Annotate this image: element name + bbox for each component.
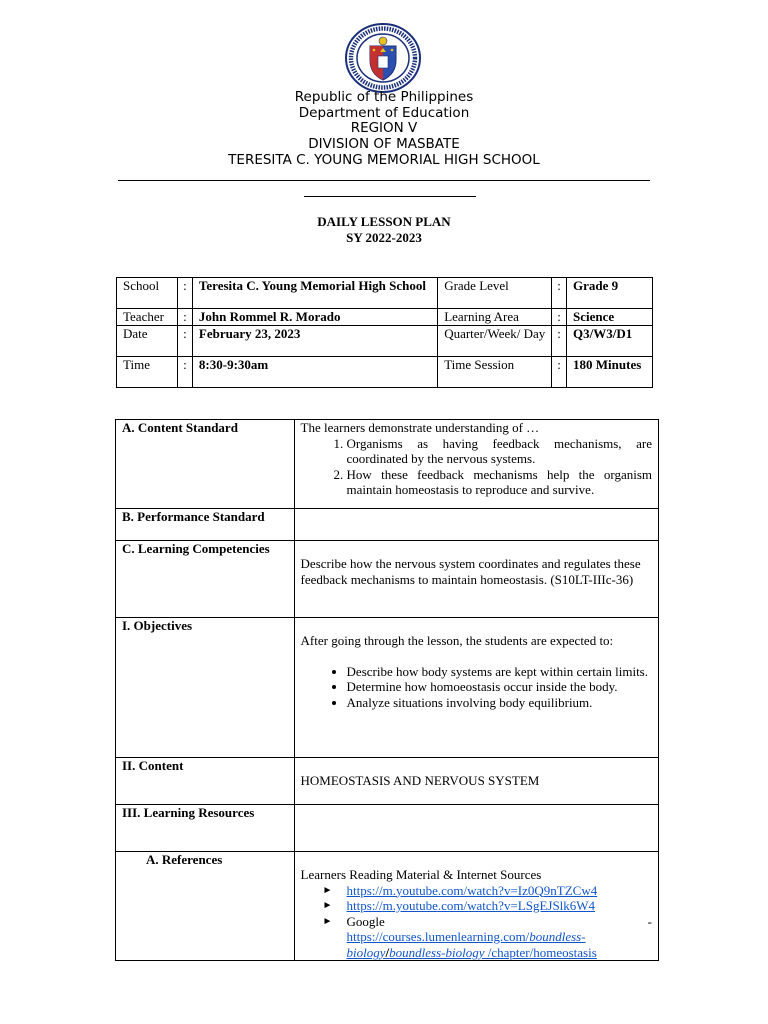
references-row — [116, 852, 659, 961]
info-row-date — [117, 325, 653, 356]
school-year: SY 2022-2023 — [346, 230, 422, 245]
header-divider — [118, 180, 650, 181]
header-department: Department of Education — [298, 105, 470, 121]
content-row — [116, 758, 659, 805]
header-republic: Republic of the Philippines — [294, 89, 474, 105]
session-value: 180 Minutes — [567, 356, 653, 387]
reference-link-youtube-2[interactable]: https://m.youtube.com/watch?v=LSgEJSlk6W4 — [346, 898, 596, 913]
content-text: HOMEOSTASIS AND NERVOUS SYSTEM — [300, 773, 540, 788]
objectives-list — [301, 664, 652, 711]
grade-value: Grade 9 — [567, 278, 653, 309]
objectives-label: I. Objectives — [116, 618, 295, 758]
link-part: boundless-biology — [389, 944, 485, 960]
resources-row — [116, 805, 659, 852]
colon: : — [552, 325, 567, 356]
reference-dash: - — [647, 913, 652, 929]
content-standard-intro: The learners demonstrate understanding of … — [300, 420, 540, 435]
colon: : — [177, 309, 192, 326]
info-row-teacher — [117, 309, 653, 326]
performance-standard-value — [294, 509, 658, 541]
quarter-label: Quarter/Week/ Day — [438, 325, 552, 356]
link-part: https://courses.lumenlearning.com/ — [346, 929, 530, 944]
date-label: Date — [117, 325, 178, 356]
competencies-text: Describe how the nervous system coordinates and regulates these feedback mechanisms to maintain homeostasis. (S10LT-IIIc-36) — [300, 556, 641, 587]
content-label: II. Content — [116, 758, 295, 805]
reference-google: ► Google — [346, 913, 385, 929]
list-item: • Analyze situations involving body equilibrium. — [347, 695, 652, 711]
time-value: 8:30-9:30am — [192, 356, 437, 387]
performance-standard-label: B. Performance Standard — [116, 509, 295, 541]
area-value: Science — [567, 309, 653, 326]
list-item: • Determine how homoeostasis occur inside the body. — [347, 679, 652, 695]
references-list — [301, 883, 652, 961]
link-part: boundless-biology — [346, 929, 586, 960]
area-label: Learning Area — [438, 309, 552, 326]
objectives-intro: After going through the lesson, the students are expected to: — [300, 633, 614, 648]
list-item — [347, 883, 652, 899]
competencies-row — [116, 541, 659, 618]
school-label: School — [117, 278, 178, 309]
header-region: REGION V — [350, 120, 418, 136]
list-item — [347, 898, 652, 914]
colon: : — [552, 356, 567, 387]
info-row-school — [117, 278, 653, 309]
info-row-time — [117, 356, 653, 387]
competencies-label: C. Learning Competencies — [116, 541, 295, 618]
resources-value — [294, 805, 658, 852]
colon: : — [177, 325, 192, 356]
list-item: 2. How these feedback mechanisms help the organism maintain homeostasis to reproduce and survive. — [347, 467, 652, 498]
colon: : — [177, 356, 192, 387]
header-divider-short — [304, 196, 476, 197]
objectives-row — [116, 618, 659, 758]
references-label: A. References — [116, 852, 295, 961]
date-value: February 23, 2023 — [192, 325, 437, 356]
time-label: Time — [117, 356, 178, 387]
list-item — [347, 914, 652, 961]
colon: : — [552, 309, 567, 326]
colon: : — [177, 278, 192, 309]
performance-standard-row — [116, 509, 659, 541]
grade-label: Grade Level — [438, 278, 552, 309]
quarter-value: Q3/W3/D1 — [567, 325, 653, 356]
content-standard-label: A. Content Standard — [116, 420, 295, 509]
info-table — [116, 277, 653, 388]
list-item: 1. Organisms as having feedback mechanisms, are coordinated by the nervous systems. — [347, 436, 652, 467]
header-school: TERESITA C. YOUNG MEMORIAL HIGH SCHOOL — [228, 152, 540, 168]
deped-seal-icon — [344, 22, 422, 94]
teacher-value: John Rommel R. Morado — [192, 309, 437, 326]
content-standard-row — [116, 420, 659, 509]
content-standard-list — [301, 436, 652, 498]
colon: : — [552, 278, 567, 309]
list-item: • Describe how body systems are kept within certain limits. — [347, 664, 652, 680]
header-division: DIVISION OF MASBATE — [308, 136, 460, 152]
reference-link-lumen[interactable] — [347, 929, 597, 960]
lesson-table — [115, 419, 659, 961]
reference-link-youtube-1[interactable]: https://m.youtube.com/watch?v=Iz0Q9nTZCw4 — [346, 882, 598, 898]
references-intro: Learners Reading Material & Internet Sources — [300, 867, 542, 882]
session-label: Time Session — [438, 356, 552, 387]
school-value: Teresita C. Young Memorial High School — [192, 278, 437, 309]
link-part: /chapter/homeostasis — [484, 944, 597, 960]
teacher-label: Teacher — [117, 309, 178, 326]
document-title: DAILY LESSON PLAN — [317, 214, 451, 229]
resources-label: III. Learning Resources — [116, 805, 295, 852]
link-part: / — [385, 944, 390, 960]
